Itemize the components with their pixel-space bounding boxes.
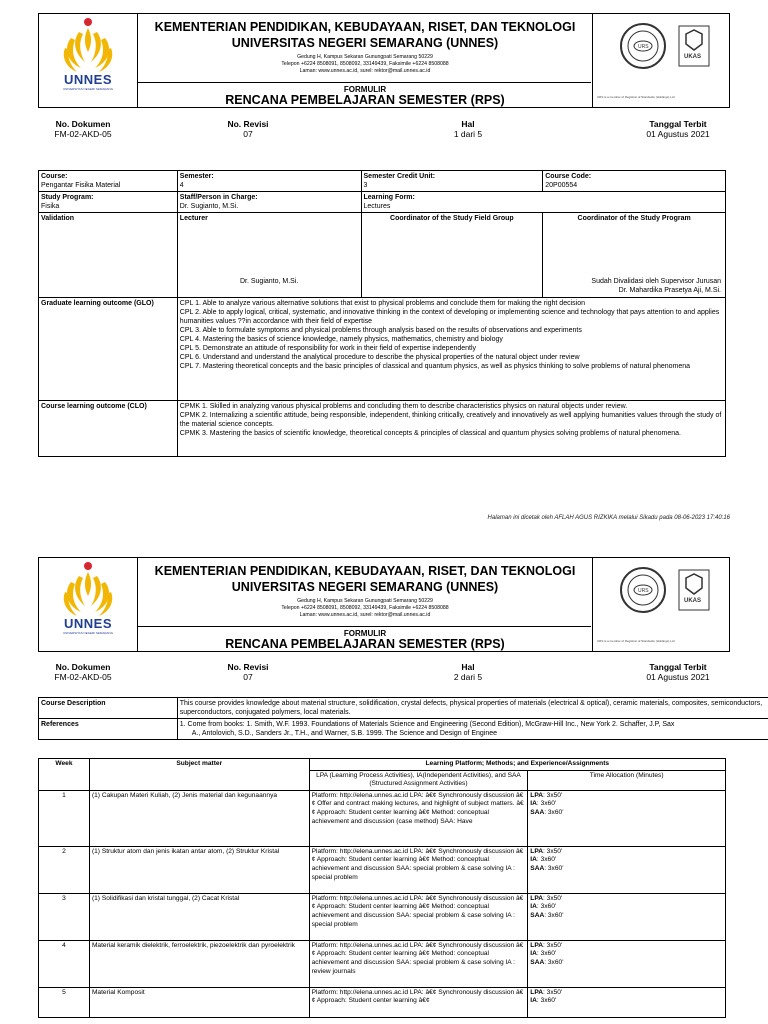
- print-note: Halaman ini dicetak oleh AFLAH AGUS RIZKIKA melalui Sikadu pada 08-06-2023 17:40:16: [487, 515, 730, 521]
- revision: [193, 662, 303, 682]
- urs-ukas-cert-icon: [593, 14, 731, 94]
- table-row: [39, 893, 726, 940]
- code-cell: [543, 171, 726, 192]
- clo-row: [39, 401, 726, 457]
- staff-value: Dr. Sugianto, M.Si.: [179, 203, 239, 210]
- activity-text: Platform: http://elena.unnes.ac.id LPA: â€¢ Synchronously discussion â€¢ Offer and contract making lectures, and highlight of subject matters. â€¢ Approach: Student center learning â€¢ Method: conceptual achievement and discussion (case method) SAA: Have: [309, 790, 528, 846]
- doc-number: [38, 119, 128, 139]
- header-block-page-2: [38, 557, 730, 652]
- semester-label: Semester:: [179, 173, 214, 180]
- program-label: Study Program:: [41, 194, 94, 201]
- urs-ukas-cert-icon: [593, 558, 731, 638]
- week-number: 2: [39, 846, 90, 893]
- unnes-logo-text: UNNES: [63, 72, 112, 87]
- references-value: [177, 719, 768, 740]
- doc-number-value: FM-02-AKD-05: [54, 129, 112, 139]
- code-value: 20P00554: [545, 182, 578, 189]
- unnes-flame-icon: [39, 558, 138, 618]
- learning-form-value: Lectures: [363, 203, 391, 210]
- lpa-time: LPA: 3x50': [530, 894, 563, 902]
- header-center: [138, 558, 592, 651]
- page-number: [423, 119, 513, 139]
- cert-caption: URS is a member of Registrar of Standards (Holdings) Ltd.: [597, 639, 676, 643]
- svg-text:URS: URS: [638, 44, 649, 50]
- ia-time: IA: 3x60': [530, 856, 557, 864]
- header-block-page-1: [38, 13, 730, 108]
- table-header-row: [39, 759, 726, 771]
- semester-cell: [177, 171, 361, 192]
- saa-time: SAA: 3x60': [530, 911, 564, 919]
- subject-matter: Material keramik dielektrik, ferroelektrik, piezoelektrik dan pyroelektrik: [89, 940, 309, 987]
- glo-item: CPL 7. Mastering theoretical concepts and the basic principles of classical and quantum physics, as well as physics thinking to solve problems of natural phenomena: [179, 363, 691, 370]
- learning-form-label: Learning Form:: [363, 194, 415, 201]
- table-row: [39, 171, 726, 192]
- subject-header: Subject matter: [89, 759, 309, 791]
- doc-number: [38, 662, 128, 682]
- week-number: 1: [39, 790, 90, 846]
- form-label: FORMULIR: [343, 629, 387, 638]
- certification-logos: [592, 558, 730, 651]
- glo-content: [177, 298, 725, 401]
- page-value: 2 dari 5: [453, 672, 483, 682]
- week-number: 3: [39, 893, 90, 940]
- validation-row: [39, 213, 726, 298]
- time-allocation: [528, 893, 726, 940]
- ia-time: IA: 3x60': [530, 950, 557, 958]
- learning-form-cell: [361, 192, 725, 213]
- table-row: [39, 790, 726, 846]
- ia-time: IA: 3x60': [530, 997, 557, 1005]
- coord-program-cell: [543, 213, 726, 298]
- activity-text: Platform: http://elena.unnes.ac.id LPA: â€¢ Synchronously discussion â€¢ Approach: Student center learning â€¢ Method: conceptual achievement and discussion SAA: special problem & case solving IA : special problem: [309, 893, 528, 940]
- staff-cell: [177, 192, 361, 213]
- address-line-1: Gedung H, Kampus Sekaran Gunungpati Semarang 50229: [297, 54, 433, 60]
- validation-signature: [591, 277, 721, 295]
- unnes-logo: [39, 14, 138, 107]
- header-divider: [138, 626, 591, 627]
- revision-label: No. Revisi: [227, 119, 269, 129]
- glo-item: CPL 3. Able to formulate symptoms and physical problems through analysis based on the results of observations and experiments: [179, 327, 582, 334]
- course-label: Course:: [41, 173, 68, 180]
- cert-caption: URS is a member of Registrar of Standards (Holdings) Ltd.: [597, 95, 676, 99]
- issue-date-value: 01 Agustus 2021: [646, 672, 710, 682]
- unnes-logo-subtext: UNIVERSITAS NEGERI SEMARANG: [62, 87, 114, 91]
- university-title: UNIVERSITAS NEGERI SEMARANG (UNNES): [231, 36, 499, 50]
- revision-label: No. Revisi: [227, 662, 269, 672]
- unnes-logo-text: UNNES: [63, 616, 112, 631]
- lecturer-label: Lecturer: [179, 215, 208, 222]
- program-cell: [39, 192, 178, 213]
- address-line-3: Laman: www.unnes.ac.id, surel: rektor@mail.unnes.ac.id: [299, 612, 431, 618]
- issue-date: [633, 662, 723, 682]
- svg-text:URS: URS: [638, 588, 649, 594]
- certification-logos: [592, 14, 730, 107]
- course-info-table: [38, 170, 726, 457]
- activity-text: Platform: http://elena.unnes.ac.id LPA: â€¢ Synchronously discussion â€¢ Approach: Student center learning â€¢ Method: conceptual achievement and discussion SAA: special problem & case solving IA : special problem: [309, 846, 528, 893]
- address-block: [138, 54, 592, 75]
- platform-header: Learning Platform; Methods; and Experience/Assignments: [309, 759, 725, 771]
- glo-row: [39, 298, 726, 401]
- coord-group-cell: [361, 213, 543, 298]
- address-line-2: Telepon +6224 8508091, 8508092, 33149439, Faksimile +6224 8508088: [281, 605, 449, 611]
- lpa-time: LPA: 3x50': [530, 847, 563, 855]
- lpa-time: LPA: 3x50': [530, 941, 563, 949]
- unnes-flame-icon: [39, 14, 138, 74]
- svg-text:UKAS: UKAS: [684, 54, 702, 60]
- lecturer-cell: [177, 213, 361, 298]
- page-label: Hal: [461, 119, 475, 129]
- code-label: Course Code:: [545, 173, 592, 180]
- reference-line: A., Antolovich, S.D., Sanders Jr., T.H., and Warner, S.B. 1999. The Science and Design of Enginee: [191, 730, 498, 737]
- staff-label: Staff/Person in Charge:: [179, 194, 258, 201]
- description-row: [39, 698, 768, 719]
- reference-line: 1. Come from books: 1. Smith, W.F. 1993. Foundations of Materials Science and Engineering (Second Edition), McGraw-Hill Inc., New York 2. Schaffer, J.P, Sax: [179, 721, 675, 728]
- time-allocation: [528, 940, 726, 987]
- glo-item: CPL 4. Mastering the basics of science knowledge, namely physics, mathematics, chemistry and biology: [179, 336, 503, 343]
- coord-group-label: Coordinator of the Study Field Group: [390, 215, 514, 222]
- table-row: [39, 846, 726, 893]
- revision-value: 07: [243, 672, 253, 682]
- course-value: Pengantar Fisika Material: [41, 182, 121, 189]
- clo-content: [177, 401, 725, 457]
- saa-time: SAA: 3x60': [530, 958, 564, 966]
- table-row: [39, 987, 726, 1017]
- subject-matter: (1) Solidifikasi dan kristal tunggal, (2) Cacat Kristal: [89, 893, 309, 940]
- subject-matter: (1) Cakupan Materi Kuliah, (2) Jenis material dan kegunaannya: [89, 790, 309, 846]
- issue-date-label: Tanggal Terbit: [649, 662, 707, 672]
- address-line-3: Laman: www.unnes.ac.id, surel: rektor@mail.unnes.ac.id: [299, 68, 431, 74]
- address-line-1: Gedung H, Kampus Sekaran Gunungpati Semarang 50229: [297, 598, 433, 604]
- validated-text: Sudah Divalidasi oleh Supervisor Jurusan: [591, 278, 721, 285]
- time-allocation: [528, 790, 726, 846]
- references-row: [39, 719, 768, 740]
- revision-value: 07: [243, 129, 253, 139]
- credit-value: 3: [363, 182, 368, 189]
- description-label: Course Description: [39, 698, 178, 719]
- table-row: [39, 192, 726, 213]
- saa-time: SAA: 3x60': [530, 808, 564, 816]
- credit-label: Semester Credit Unit:: [363, 173, 436, 180]
- clo-item: CPMK 1. Skilled in analyzing various physical problems and concluding them to describe characteristics physics on natural objects under review.: [179, 403, 628, 410]
- semester-value: 4: [179, 182, 184, 189]
- form-title: RENCANA PEMBELAJARAN SEMESTER (RPS): [225, 637, 505, 651]
- lpa-time: LPA: 3x50': [530, 791, 563, 799]
- ia-time: IA: 3x60': [530, 903, 557, 911]
- doc-number-label: No. Dokumen: [55, 119, 111, 129]
- glo-item: CPL 1. Able to analyze various alternative solutions that exist to physical problems and conclude them for making the right decision: [179, 300, 585, 307]
- header-center: [138, 14, 592, 107]
- glo-item: CPL 5. Demonstrate an attitude of responsibility for work in their field of expertise independently: [179, 345, 477, 352]
- ministry-title: KEMENTERIAN PENDIDIKAN, KEBUDAYAAN, RISET, DAN TEKNOLOGI: [154, 564, 576, 578]
- subject-matter: Material Komposit: [89, 987, 309, 1017]
- ministry-title: KEMENTERIAN PENDIDIKAN, KEBUDAYAAN, RISET, DAN TEKNOLOGI: [154, 20, 576, 34]
- doc-number-label: No. Dokumen: [55, 662, 111, 672]
- issue-date-value: 01 Agustus 2021: [646, 129, 710, 139]
- coord-program-label: Coordinator of the Study Program: [577, 215, 691, 222]
- glo-item: CPL 2. Able to apply logical, critical, systematic, and innovative thinking in the context of developing or implementing science and technology that pays attention to and applies humanities values ??in accordance with their field of expertise: [179, 309, 720, 325]
- program-value: Fisika: [41, 203, 60, 210]
- glo-label: Graduate learning outcome (GLO): [39, 298, 178, 401]
- clo-item: CPMK 3. Mastering the basics of scientific knowledge, theoretical concepts & principles of classical and quantum physics solving problems of natural phenomena.: [179, 430, 681, 437]
- credit-cell: [361, 171, 543, 192]
- clo-label: Course learning outcome (CLO): [39, 401, 178, 457]
- form-label: FORMULIR: [343, 85, 387, 94]
- doc-meta-page-1: [38, 119, 730, 145]
- issue-date-label: Tanggal Terbit: [649, 119, 707, 129]
- clo-item: CPMK 2. Internalizing a scientific attitude, being responsible, independent, thinking critically, creatively and innovatively as well applying humanities values through the study of the material science concepts.: [179, 412, 722, 428]
- lpa-header: LPA (Learning Process Activities), IA(Independent Activities), and SAA (Structured Assignment Activities): [309, 770, 528, 790]
- activity-text: Platform: http://elena.unnes.ac.id LPA: â€¢ Synchronously discussion â€¢ Approach: Student center learning â€¢: [309, 987, 528, 1017]
- issue-date: [633, 119, 723, 139]
- description-table: [38, 697, 768, 740]
- course-cell: [39, 171, 178, 192]
- address-block: [138, 598, 592, 619]
- description-value: This course provides knowledge about material structure, solidification, crystal defects, physical properties of materials (electrical & optical), ceramic materials, composites, semiconductors, superconductors, conjugated polymers, local materials.: [177, 698, 768, 719]
- header-divider: [138, 82, 591, 83]
- weekly-plan-table: [38, 758, 726, 1018]
- week-number: 5: [39, 987, 90, 1017]
- unnes-logo-subtext: UNIVERSITAS NEGERI SEMARANG: [62, 631, 114, 635]
- activity-text: Platform: http://elena.unnes.ac.id LPA: â€¢ Synchronously discussion â€¢ Approach: Student center learning â€¢ Method: conceptual achievement and discussion SAA: special problem & case solving IA : review journals: [309, 940, 528, 987]
- time-header: Time Allocation (Minutes): [528, 770, 726, 790]
- week-number: 4: [39, 940, 90, 987]
- subject-matter: (1) Struktur atom dan jenis ikatan antar atom, (2) Struktur Kristal: [89, 846, 309, 893]
- table-row: [39, 940, 726, 987]
- address-line-2: Telepon +6224 8508091, 8508092, 33149439, Faksimile +6224 8508088: [281, 61, 449, 67]
- references-label: References: [39, 719, 178, 740]
- doc-number-value: FM-02-AKD-05: [54, 672, 112, 682]
- validated-name: Dr. Mahardika Prasetya Aji, M.Si.: [618, 287, 721, 294]
- page-number: [423, 662, 513, 682]
- lecturer-name: Dr. Sugianto, M.Si.: [239, 278, 299, 285]
- glo-item: CPL 6. Understand and understand the analytical procedure to describe the physical properties of the natural object under review: [179, 354, 580, 361]
- page-value: 1 dari 5: [453, 129, 483, 139]
- form-title: RENCANA PEMBELAJARAN SEMESTER (RPS): [225, 93, 505, 107]
- time-allocation: [528, 987, 726, 1017]
- university-title: UNIVERSITAS NEGERI SEMARANG (UNNES): [231, 580, 499, 594]
- unnes-logo: [39, 558, 138, 651]
- validation-label: Validation: [39, 213, 178, 298]
- page-label: Hal: [461, 662, 475, 672]
- revision: [193, 119, 303, 139]
- svg-text:UKAS: UKAS: [684, 598, 702, 604]
- lpa-time: LPA: 3x50': [530, 988, 563, 996]
- ia-time: IA: 3x60': [530, 800, 557, 808]
- doc-meta-page-2: [38, 662, 730, 688]
- time-allocation: [528, 846, 726, 893]
- saa-time: SAA: 3x60': [530, 864, 564, 872]
- week-header: Week: [39, 759, 90, 791]
